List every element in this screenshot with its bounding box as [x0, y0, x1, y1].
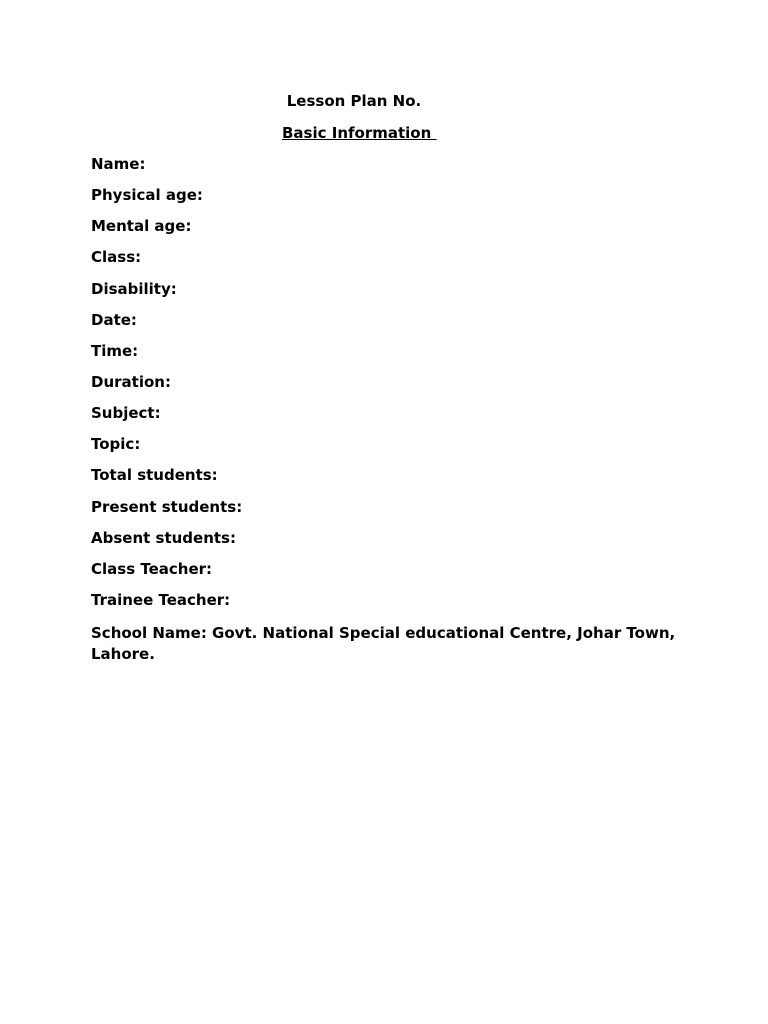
field-class: Class: — [91, 248, 142, 267]
field-absent-students: Absent students: — [91, 528, 236, 547]
field-disability: Disability: — [91, 279, 177, 298]
field-mental-age: Mental age: — [91, 217, 192, 236]
field-class-teacher: Class Teacher: — [91, 559, 213, 578]
field-time: Time: — [91, 341, 139, 360]
field-total-students: Total students: — [91, 466, 218, 485]
basic-information-fields — [91, 155, 691, 622]
field-topic: Topic: — [91, 435, 141, 454]
school-name-line: School Name: Govt. National Special educational Centre, Johar Town, Lahore. — [91, 624, 676, 663]
lesson-plan-title: Lesson Plan No. — [286, 92, 422, 110]
field-duration: Duration: — [91, 372, 171, 391]
field-physical-age: Physical age: — [91, 186, 203, 205]
field-subject: Subject: — [91, 404, 161, 423]
basic-information-heading: Basic Information — [282, 124, 437, 142]
field-date: Date: — [91, 310, 137, 329]
field-name: Name: — [91, 155, 146, 173]
field-trainee-teacher: Trainee Teacher: — [91, 590, 231, 609]
field-present-students: Present students: — [91, 497, 243, 516]
